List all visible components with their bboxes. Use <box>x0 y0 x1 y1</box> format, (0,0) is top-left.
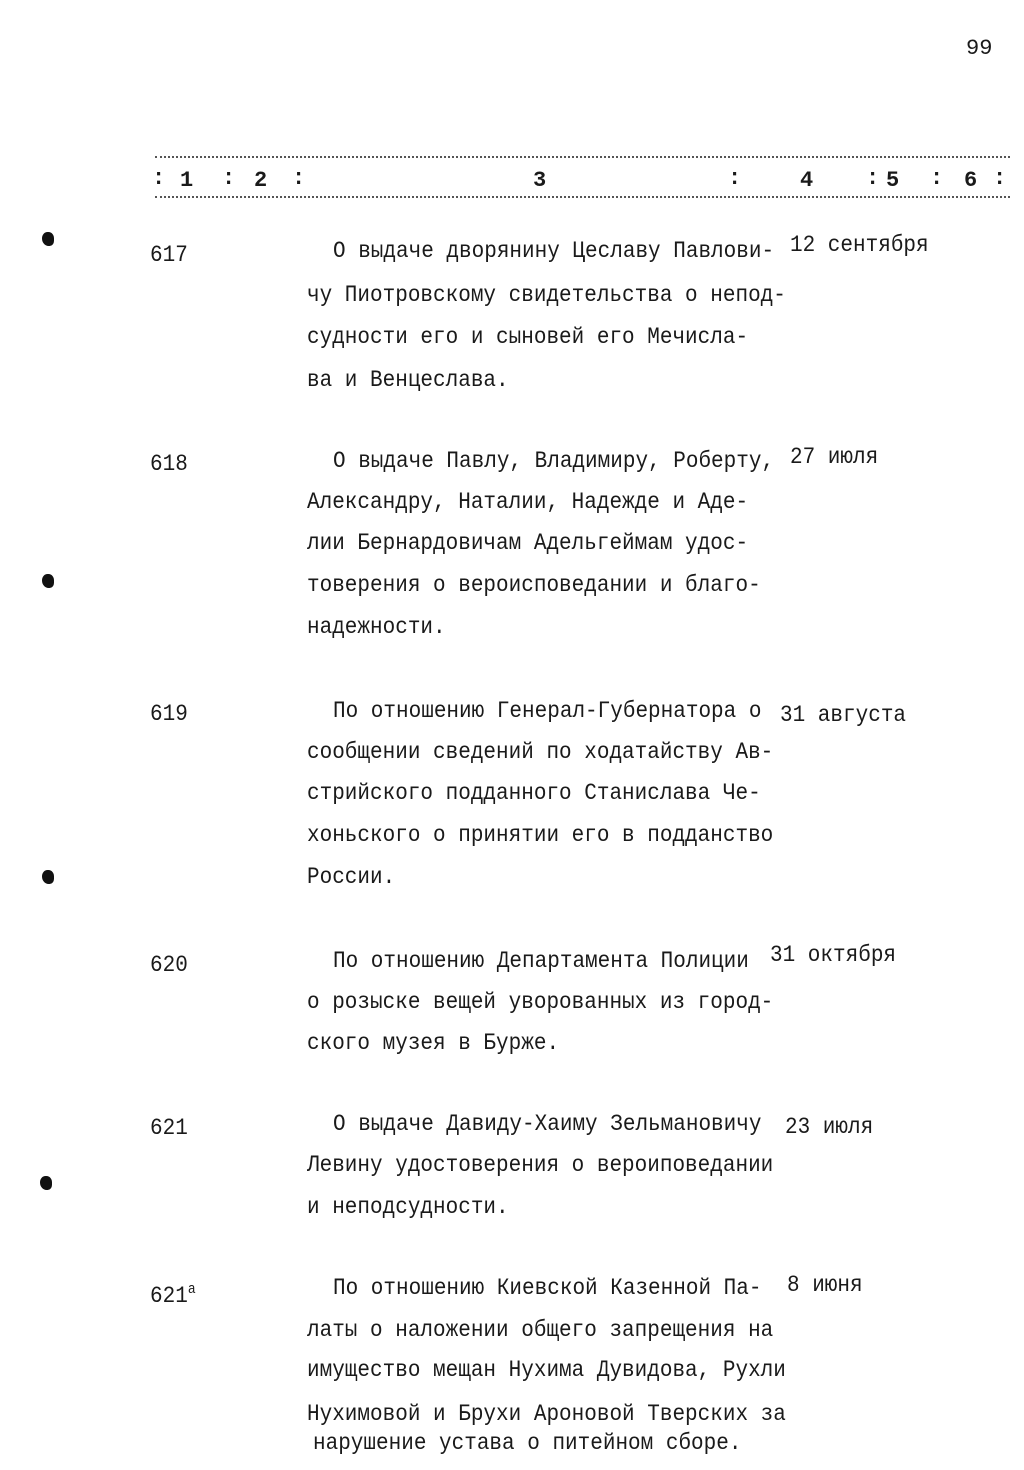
entry-date: 23 июля <box>785 1114 874 1141</box>
entry-text-line: Александру, Наталии, Надежде и Аде- <box>307 489 749 516</box>
entry-date: 8 июня <box>787 1272 863 1299</box>
punch-hole-mark <box>40 1176 52 1190</box>
column-separator: : <box>222 166 236 191</box>
entry-date: 12 сентября <box>790 232 929 259</box>
entry-text-line: ского музея в Бурже. <box>307 1030 560 1057</box>
entry-text-line: По отношению Генерал-Губернатора о <box>333 698 762 725</box>
column-separator: : <box>152 166 166 191</box>
entry-text-line: лии Бернардовичам Адельгеймам удос- <box>307 530 749 557</box>
entry-text-line: О выдаче Павлу, Владимиру, Роберту, <box>333 448 775 475</box>
entry-text-line: нарушение устава о питейном сборе. <box>313 1430 742 1457</box>
entry-number: 617 <box>150 242 188 269</box>
entry-text-line: чу Пиотровскому свидетельства о непод- <box>307 282 786 309</box>
entry-text-line: товерения о вероисповедании и благо- <box>307 572 761 599</box>
entry-number-superscript: а <box>187 1280 196 1298</box>
entry-text-line: хоньского о принятии его в подданство <box>307 822 774 849</box>
entry-text-line: По отношению Департамента Полиции <box>333 948 749 975</box>
entry-text-line: надежности. <box>307 614 446 641</box>
entry-number: 618 <box>150 451 188 478</box>
entry-text-line: латы о наложении общего запрещения на <box>307 1317 774 1344</box>
entry-text-line: судности его и сыновей его Мечисла- <box>307 324 749 351</box>
column-separator: : <box>993 166 1007 191</box>
entry-text-line: ва и Венцеслава. <box>307 367 509 394</box>
column-separator: : <box>930 166 944 191</box>
entry-date: 31 августа <box>780 702 907 729</box>
column-separator: : <box>866 166 880 191</box>
entry-text-line: Левину удостоверения о вероиповедании <box>307 1152 774 1179</box>
column-header-2: 2 <box>254 168 268 193</box>
entry-text-line: О выдаче Давиду-Хаиму Зельмановичу <box>333 1111 762 1138</box>
entry-number <box>150 1282 196 1309</box>
entry-number: 621 <box>150 1115 188 1142</box>
entry-text-line: стрийского подданного Станислава Че- <box>307 780 761 807</box>
entry-text-line: Нухимовой и Брухи Ароновой Тверских за <box>307 1401 786 1428</box>
column-header-6: 6 <box>964 168 978 193</box>
header-bottom-rule <box>155 196 1010 198</box>
page-number: 99 <box>966 36 993 61</box>
punch-hole-mark <box>42 574 54 588</box>
column-header-1: 1 <box>180 168 194 193</box>
column-separator: : <box>292 166 306 191</box>
entry-text-line: России. <box>307 864 396 891</box>
punch-hole-mark <box>42 232 54 246</box>
column-separator: : <box>728 166 742 191</box>
entry-number-main: 621 <box>150 1284 188 1310</box>
entry-date: 27 июля <box>790 444 879 471</box>
entry-text-line: О выдаче дворянину Цеславу Павлови- <box>333 238 775 265</box>
column-header-3: 3 <box>533 168 547 193</box>
punch-hole-mark <box>42 870 54 884</box>
entry-text-line: По отношению Киевской Казенной Па- <box>333 1275 762 1302</box>
entry-text-line: о розыске вещей уворованных из город- <box>307 989 774 1016</box>
entry-number: 620 <box>150 952 188 979</box>
column-header-4: 4 <box>800 168 814 193</box>
entry-date: 31 октября <box>770 942 897 969</box>
entry-text-line: имущество мещан Нухима Дувидова, Рухли <box>307 1357 786 1384</box>
entry-text-line: и неподсудности. <box>307 1194 509 1221</box>
entry-number: 619 <box>150 701 188 728</box>
header-top-rule <box>155 156 1010 158</box>
entry-text-line: сообщении сведений по ходатайству Ав- <box>307 739 774 766</box>
column-header-5: 5 <box>886 168 900 193</box>
